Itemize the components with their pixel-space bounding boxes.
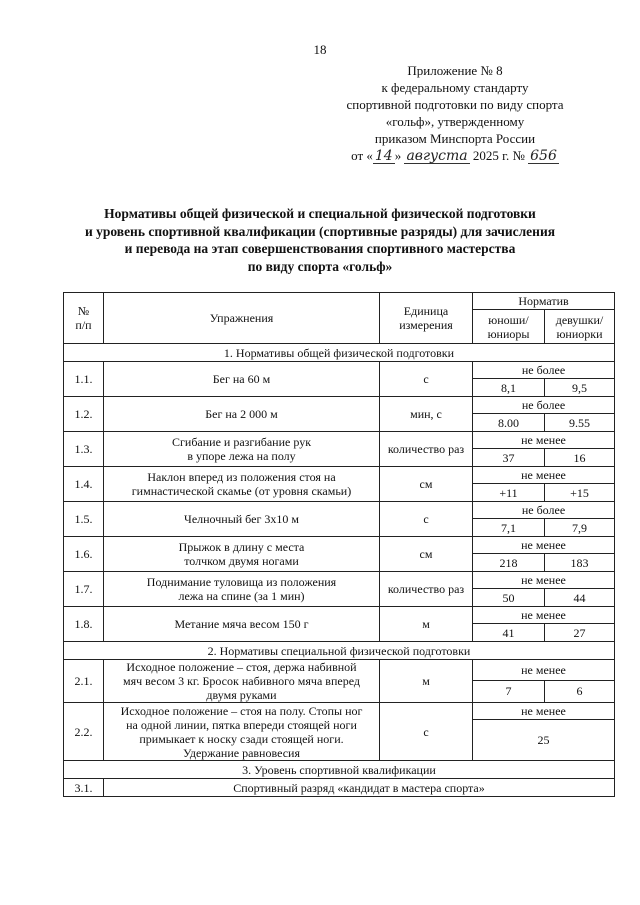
header-exercise: Упражнения	[104, 293, 380, 344]
row-unit: м	[380, 607, 473, 642]
norm-condition: не более	[473, 397, 615, 414]
norm-condition: не менее	[473, 537, 615, 554]
header-girls	[545, 310, 615, 344]
table-row	[64, 660, 615, 681]
table-header-row	[64, 293, 615, 310]
cell-text-line: Челночный бег 3х10 м	[184, 512, 299, 526]
norm-value: 25	[473, 720, 615, 761]
row-num: 1.2.	[64, 397, 104, 432]
cell-text-line: лежа на спине (за 1 мин)	[178, 589, 305, 603]
norm-condition: не более	[473, 502, 615, 519]
cell-text-line: примыкает к носку сзади стоящей ноги.	[139, 731, 344, 746]
row-unit: с	[380, 362, 473, 397]
header-unit	[380, 293, 473, 344]
norm-boys: 8,1	[473, 379, 545, 397]
cell-text-line: Наклон вперед из положения стоя на	[147, 470, 336, 484]
order-year-text: 2025 г. №	[472, 148, 525, 163]
norm-girls: 44	[545, 589, 615, 607]
cell-text-line: Удержание равновесия	[183, 745, 300, 760]
row-num: 1.7.	[64, 572, 104, 607]
row-exercise	[104, 502, 380, 537]
row-num: 1.3.	[64, 432, 104, 467]
row-unit: мин, с	[380, 397, 473, 432]
appendix-block	[330, 62, 580, 164]
table-row	[64, 572, 615, 589]
norm-boys: 8.00	[473, 414, 545, 432]
norm-condition: не менее	[473, 607, 615, 624]
norm-girls: 16	[545, 449, 615, 467]
norm-condition: не более	[473, 362, 615, 379]
order-number: 656	[530, 148, 557, 164]
table-row	[64, 432, 615, 449]
cell-text-line: мяч весом 3 кг. Бросок набивного мяча вперед	[123, 674, 360, 688]
cell-text-line: девушки/	[555, 312, 604, 327]
norm-girls: 27	[545, 624, 615, 642]
row-unit: м	[380, 660, 473, 703]
order-prefix: от «	[351, 148, 373, 163]
table-row	[64, 467, 615, 484]
appendix-line: к федеральному стандарту	[381, 80, 529, 95]
order-day: 14	[374, 148, 393, 164]
row-unit: с	[380, 703, 473, 761]
row-num: 2.1.	[64, 660, 104, 703]
cell-text-line: Сгибание и разгибание рук	[171, 435, 312, 449]
norms-table	[63, 292, 615, 797]
header-num	[64, 293, 104, 344]
section-title: 3. Уровень спортивной квалификации	[64, 761, 615, 779]
cell-text-line: юниорки	[556, 326, 603, 341]
cell-text-line: Исходное положение – стоя на полу. Стопы ног	[120, 703, 363, 718]
row-unit: см	[380, 467, 473, 502]
row-qualification: Спортивный разряд «кандидат в мастера спорта»	[104, 779, 615, 797]
row-exercise	[104, 362, 380, 397]
cell-text-line: Единица	[403, 304, 449, 318]
order-month: августа	[406, 148, 468, 164]
norm-girls: 9.55	[545, 414, 615, 432]
table-row	[64, 607, 615, 624]
section-row	[64, 761, 615, 779]
norm-girls: +15	[545, 484, 615, 502]
row-exercise	[104, 703, 380, 761]
cell-text-line: Прыжок в длину с места	[178, 540, 305, 554]
cell-text-line: Исходное положение – стоя, держа набивной	[126, 660, 357, 674]
row-unit: см	[380, 537, 473, 572]
row-num: 3.1.	[64, 779, 104, 797]
title-line: Нормативы общей физической и специальной физической подготовки	[104, 206, 536, 221]
norm-condition: не менее	[473, 703, 615, 720]
norm-condition: не менее	[473, 572, 615, 589]
norm-condition: не менее	[473, 432, 615, 449]
cell-text-line: гимнастической скамье (от уровня скамьи)	[131, 484, 352, 498]
norm-girls: 6	[545, 680, 615, 702]
cell-text-line: Бег на 60 м	[212, 372, 271, 386]
cell-text-line: юниоры	[487, 326, 530, 341]
norm-girls: 7,9	[545, 519, 615, 537]
row-exercise	[104, 607, 380, 642]
row-num: 1.6.	[64, 537, 104, 572]
norm-girls: 183	[545, 554, 615, 572]
order-date-line	[330, 147, 580, 164]
order-mid: »	[394, 148, 402, 163]
norm-boys: 50	[473, 589, 545, 607]
cell-text-line: измерения	[399, 318, 453, 332]
table-row	[64, 502, 615, 519]
norm-condition: не менее	[473, 467, 615, 484]
row-exercise	[104, 537, 380, 572]
row-num: 1.4.	[64, 467, 104, 502]
cell-text-line: толчком двумя ногами	[184, 554, 299, 568]
row-exercise	[104, 467, 380, 502]
title-line: и уровень спортивной квалификации (спортивные разряды) для зачисления	[84, 223, 556, 239]
row-unit: количество раз	[380, 432, 473, 467]
row-unit: с	[380, 502, 473, 537]
row-unit: количество раз	[380, 572, 473, 607]
appendix-line: спортивной подготовки по виду спорта	[346, 97, 564, 112]
cell-text-line: в упоре лежа на полу	[187, 449, 296, 463]
table-row	[64, 779, 615, 797]
row-num: 2.2.	[64, 703, 104, 761]
cell-text-line: на одной линии, пятка впереди стоящей ноги	[126, 717, 357, 732]
row-exercise	[104, 432, 380, 467]
section-title: 1. Нормативы общей физической подготовки	[64, 344, 615, 362]
title-line: и перевода на этап совершенствования спортивного мастерства	[124, 241, 516, 256]
norm-boys: 7,1	[473, 519, 545, 537]
norm-boys: +11	[473, 484, 545, 502]
norm-girls: 9,5	[545, 379, 615, 397]
appendix-line: приказом Минспорта России	[374, 131, 536, 146]
cell-text-line: двумя руками	[206, 688, 277, 702]
section-row	[64, 642, 615, 660]
table-row	[64, 397, 615, 414]
cell-text-line: юноши/	[488, 312, 529, 327]
cell-text-line: Бег на 2 000 м	[205, 407, 278, 421]
page-number: 18	[313, 42, 327, 57]
row-num: 1.8.	[64, 607, 104, 642]
norm-boys: 7	[473, 680, 545, 702]
cell-text-line: п/п	[75, 318, 92, 332]
row-num: 1.5.	[64, 502, 104, 537]
cell-text-line: №	[77, 304, 90, 318]
title-line: по виду спорта «гольф»	[247, 258, 393, 274]
section-row	[64, 344, 615, 362]
appendix-line: Приложение № 8	[407, 63, 503, 78]
appendix-line: «гольф», утвержденному	[385, 114, 525, 129]
row-exercise	[104, 397, 380, 432]
header-boys	[473, 310, 545, 344]
cell-text-line: Поднимание туловища из положения	[146, 575, 337, 589]
norm-boys: 37	[473, 449, 545, 467]
row-exercise	[104, 660, 380, 703]
section-title: 2. Нормативы специальной физической подготовки	[64, 642, 615, 660]
document-title	[70, 205, 570, 275]
row-num: 1.1.	[64, 362, 104, 397]
cell-text-line: Метание мяча весом 150 г	[174, 617, 309, 631]
norm-condition: не менее	[473, 660, 615, 681]
table-row	[64, 362, 615, 379]
header-norm: Норматив	[473, 293, 615, 310]
norm-boys: 218	[473, 554, 545, 572]
row-exercise	[104, 572, 380, 607]
table-row	[64, 537, 615, 554]
table-row	[64, 703, 615, 720]
norm-boys: 41	[473, 624, 545, 642]
